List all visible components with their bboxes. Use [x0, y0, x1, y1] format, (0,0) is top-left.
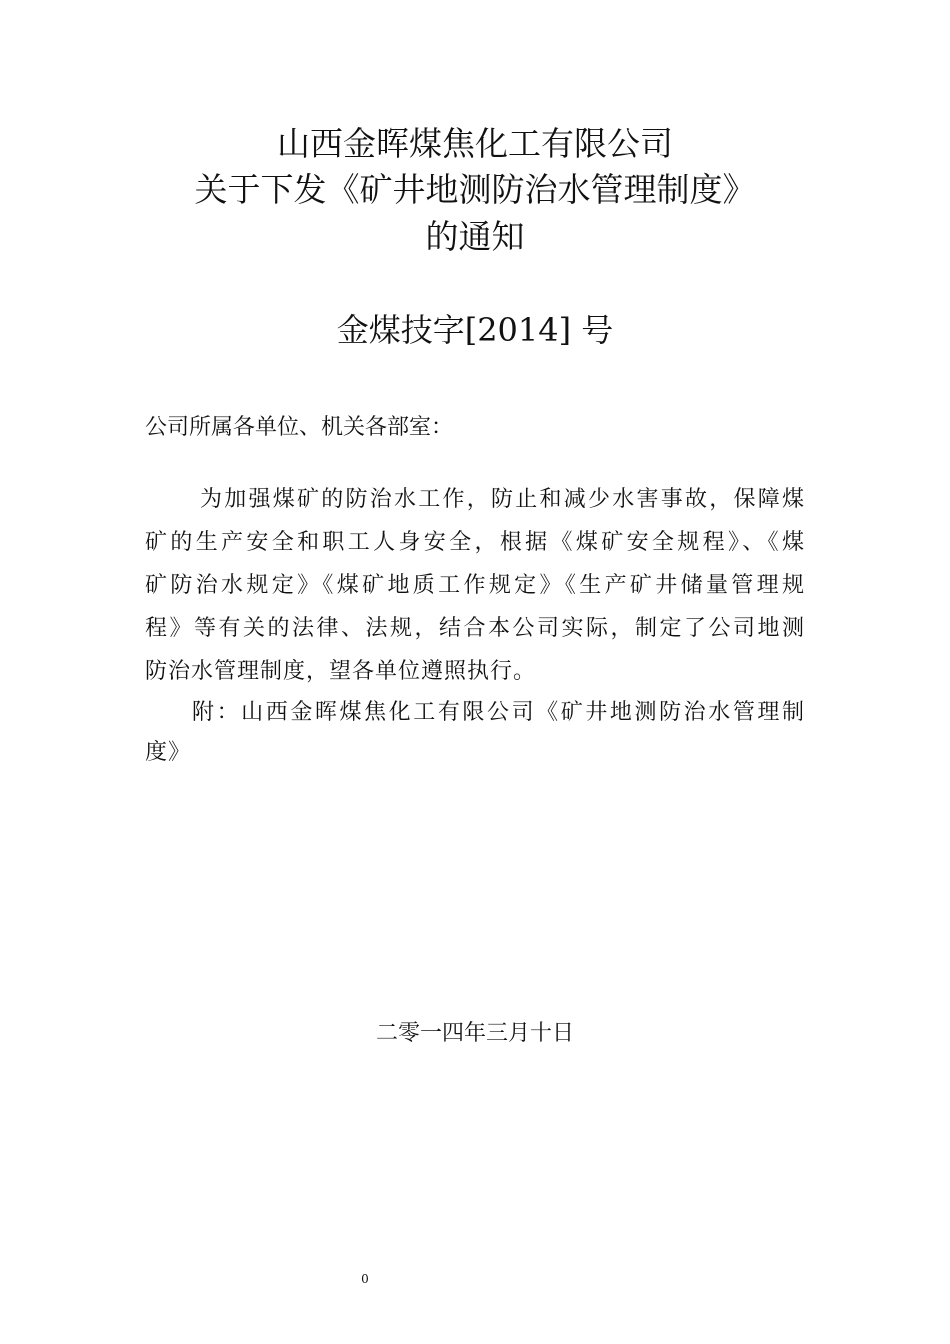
- body-line: 防治水管理制度，望各单位遵照执行。: [145, 659, 537, 684]
- notice-title-line-2: 关于下发《矿井地测防治水管理制度》: [194, 170, 756, 209]
- issue-date: 二零一四年三月十日: [375, 1021, 574, 1046]
- page-number: 0: [361, 1272, 369, 1286]
- notice-title-line-1: 山西金晖煤焦化工有限公司: [277, 124, 673, 163]
- body-line: 矿防治水规定》《煤矿地质工作规定》《生产矿井储量管理规: [145, 573, 805, 598]
- body-line: 程》等有关的法律、法规，结合本公司实际，制定了公司地测: [145, 616, 805, 641]
- attachment-line: 附：山西金晖煤焦化工有限公司《矿井地测防治水管理制: [192, 700, 805, 725]
- body-line: 为加强煤矿的防治水工作，防止和减少水害事故，保障煤: [200, 487, 805, 512]
- body-line: 矿的生产安全和职工人身安全，根据《煤矿安全规程》、《煤: [145, 530, 805, 555]
- notice-title-line-3: 的通知: [425, 217, 525, 256]
- addressee: 公司所属各单位、机关各部室：: [145, 415, 454, 440]
- document-number: 金煤技字[2014] 号: [336, 311, 614, 349]
- attachment-line: 度》: [145, 740, 192, 765]
